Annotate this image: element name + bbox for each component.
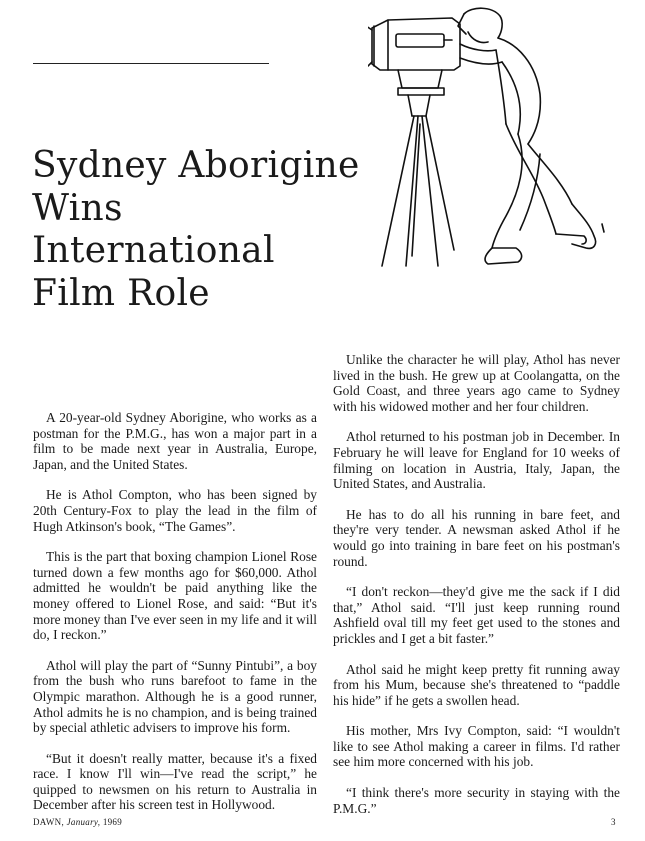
article-column-left bbox=[33, 410, 317, 828]
headline-line: International bbox=[32, 230, 275, 271]
headline-line: Film Role bbox=[32, 272, 210, 314]
paragraph: “But it doesn't really matter, because it's a fixed race. I know I'll win—I've read the script,” he quipped to newsmen on his return to Australia in December after his screen test in Hollywood. bbox=[33, 750, 317, 813]
headline-line: Wins bbox=[32, 187, 123, 229]
cameraman-illustration bbox=[368, 4, 638, 274]
footer-issue bbox=[33, 817, 122, 827]
headline bbox=[32, 145, 362, 315]
page-number: 3 bbox=[611, 817, 616, 827]
paragraph: “I don't reckon—they'd give me the sack if I did that,” Athol said. “I'll just keep running round Ashfield oval till my feet get used to the stones and prickles and I get a bit faster.” bbox=[333, 584, 620, 646]
paragraph: Athol returned to his postman job in December. In February he will leave for England for 10 weeks of filming on location in Austria, Italy, Japan, the United States, and Australia. bbox=[333, 429, 620, 492]
header-rule bbox=[33, 63, 269, 64]
paragraph: Athol will play the part of “Sunny Pintubi”, a boy from the bush who runs barefoot to fame in the Olympic marathon. Although he is a good runner, Athol admits he is no champion, and is being trained by special athletic advisers to improve his form. bbox=[33, 657, 317, 736]
footer-year: 1969 bbox=[102, 817, 123, 827]
paragraph: Athol said he might keep pretty fit running away from his Mum, because she's threatened to “paddle his hide” if he gets a swollen head. bbox=[333, 661, 620, 708]
headline-line: Sydney Aborigine bbox=[32, 145, 360, 186]
paragraph: “I think there's more security in staying with the P.M.G.” bbox=[333, 785, 620, 816]
footer-month: January, bbox=[66, 817, 101, 827]
paragraph: Unlike the character he will play, Athol has never lived in the bush. He grew up at Coolangatta, on the Gold Coast, and three years ago came to Sydney with his widowed mother and her four children. bbox=[333, 352, 620, 414]
paragraph: He is Athol Compton, who has been signed by 20th Century-Fox to play the lead in the film of Hugh Atkinson's book, “The Games”. bbox=[33, 487, 317, 534]
article-column-right bbox=[333, 352, 620, 831]
paragraph: A 20-year-old Sydney Aborigine, who works as a postman for the P.M.G., has won a major part in a film to be made next year in Australia, Europe, Japan, and the United States. bbox=[33, 410, 317, 472]
footer-magazine: DAWN, bbox=[33, 817, 65, 827]
paragraph: He has to do all his running in bare feet, and they're very tender. A newsman asked Athol if he would go into training in bare feet on his postman's round. bbox=[333, 506, 620, 569]
paragraph: This is the part that boxing champion Lionel Rose turned down a few months ago for $60,000. Athol admitted he wouldn't be paid anything like the money offered to Lionel Rose, and said: “But it's more money than I've ever seen in my life and it will do, I reckon.” bbox=[33, 549, 317, 643]
paragraph: His mother, Mrs Ivy Compton, said: “I wouldn't like to see Athol making a career in films. I'd rather see him more concerned with his job. bbox=[333, 723, 620, 770]
